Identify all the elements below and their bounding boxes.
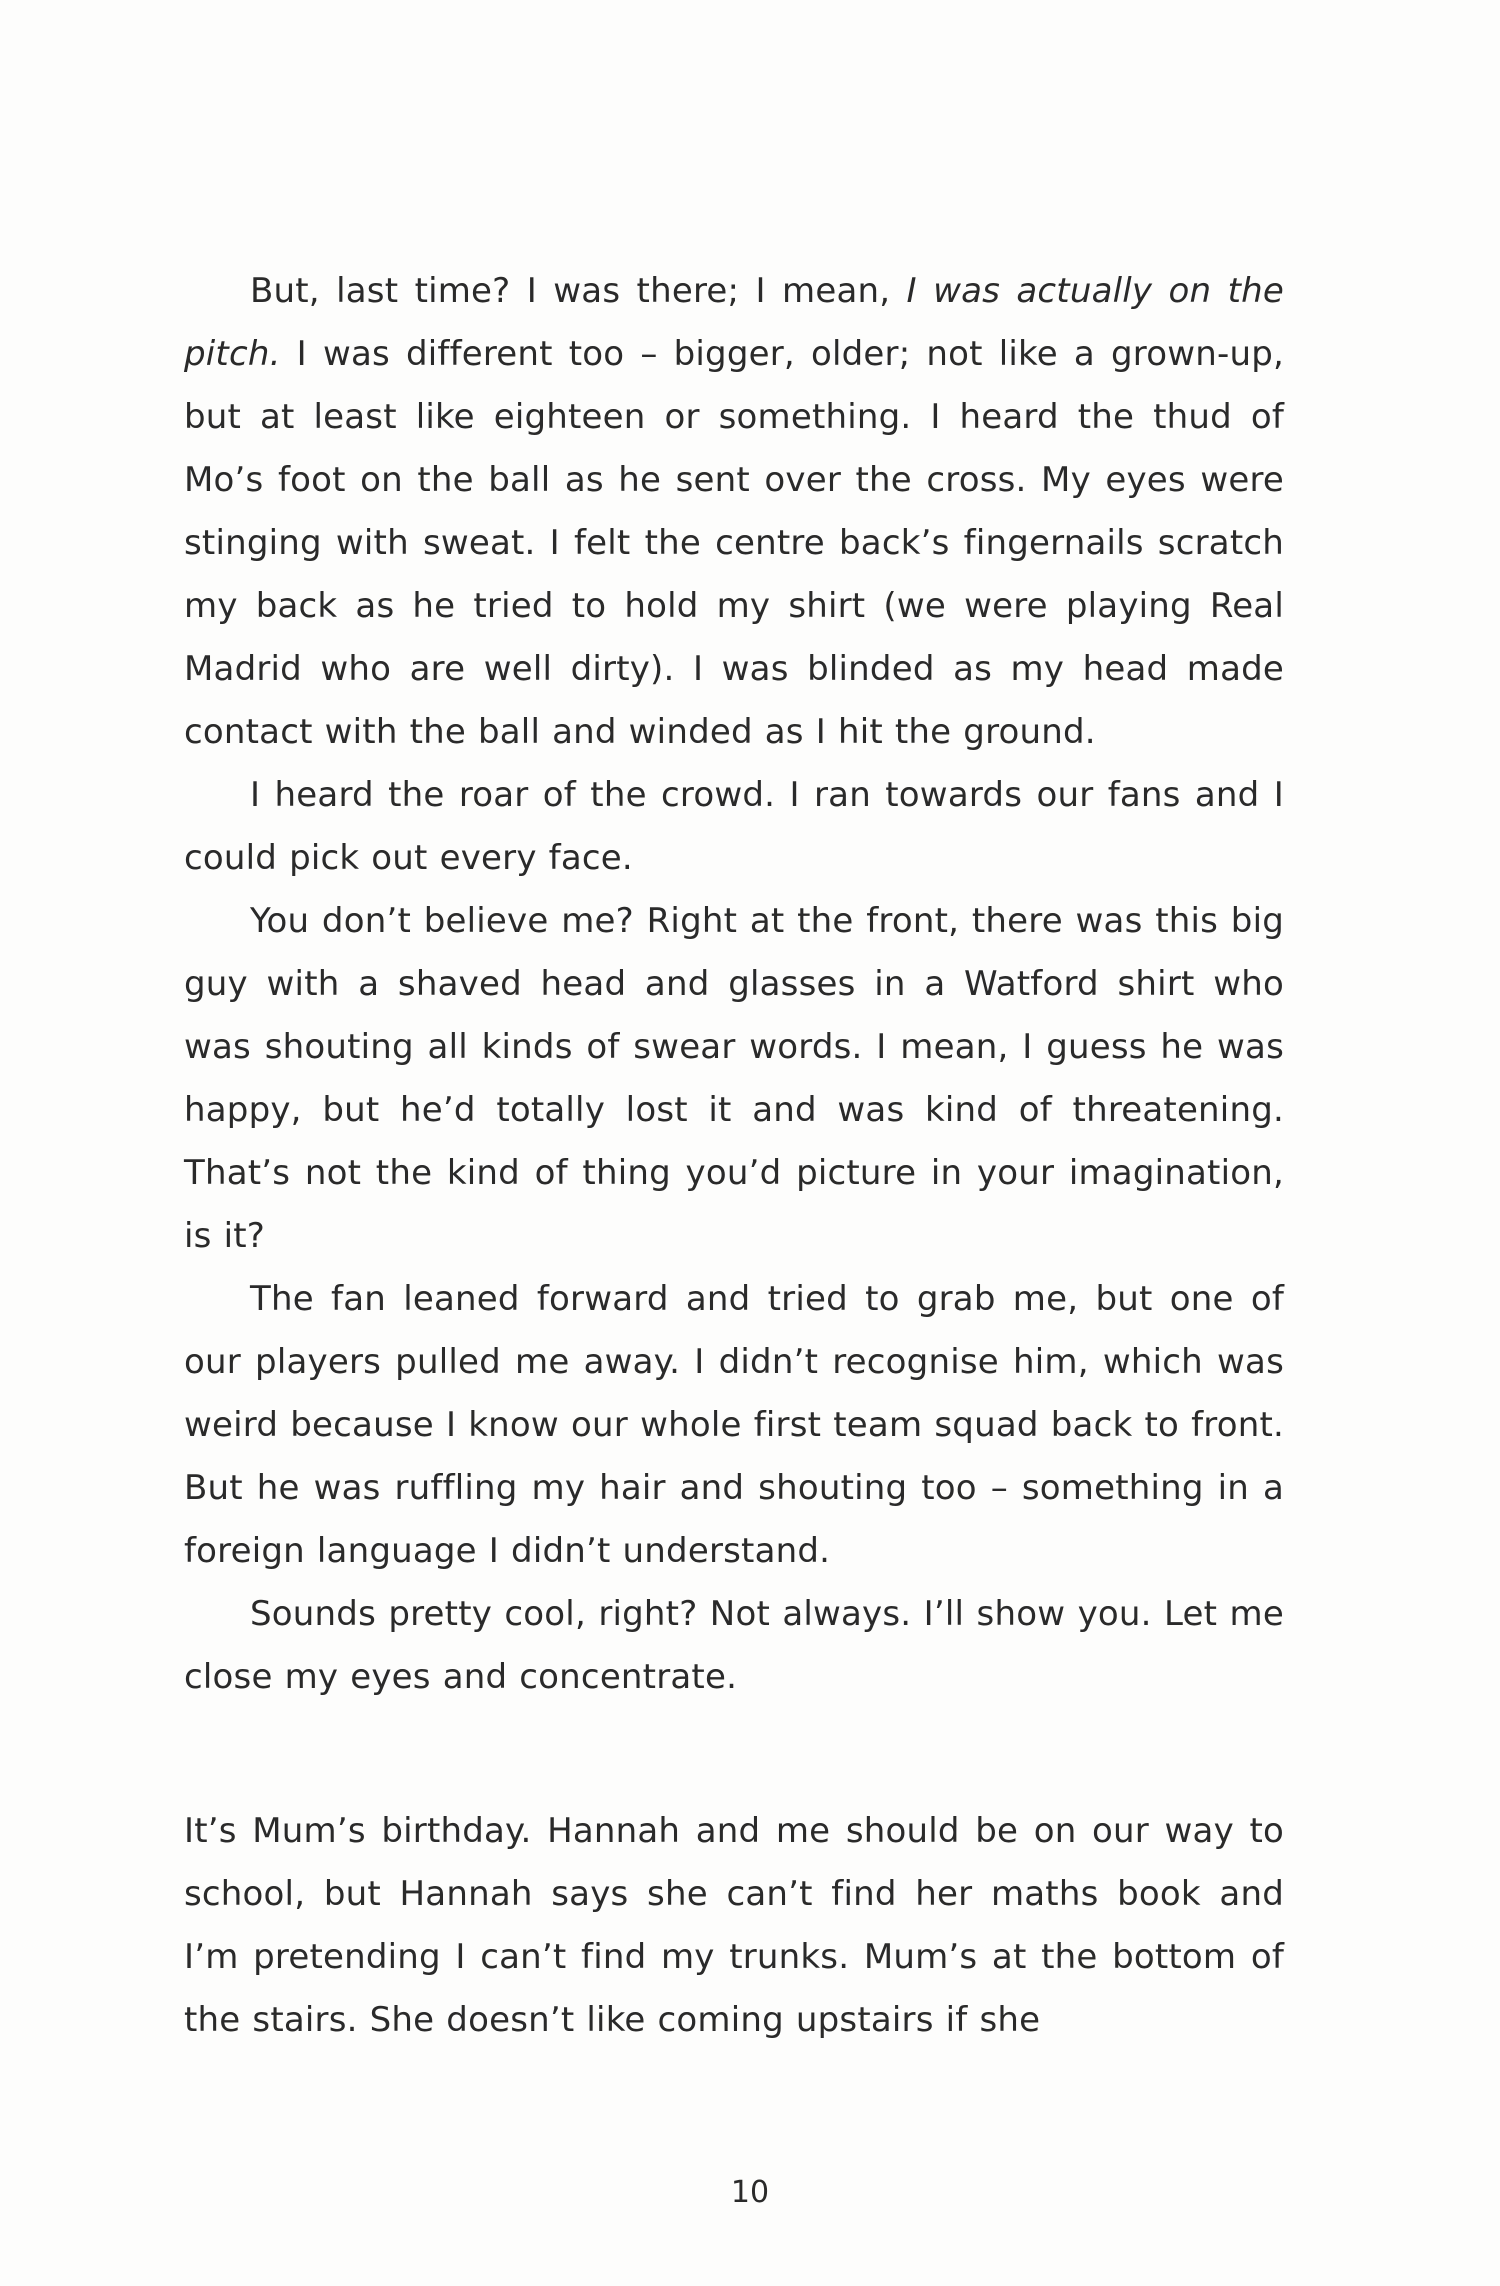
paragraph-6: It’s Mum’s birthday. Hannah and me should be on our way to school, but Hannah says she can’t find her maths book and I’m pretending I can’t find my trunks. Mum’s at the bottom of the stairs. She doesn’t like coming upstairs if she <box>184 1811 1284 2040</box>
paragraph-1 <box>184 260 1284 764</box>
paragraph-5: Sounds pretty cool, right? Not always. I’ll show you. Let me close my eyes and concentrate. <box>184 1594 1284 1697</box>
paragraph-1-text-end: I was different too – bigger, older; not like a grown-up, but at least like eighteen or something. I heard the thud of Mo’s foot on the ball as he sent over the cross. My eyes were stinging with sweat. I felt the centre back’s fingernails scratch my back as he tried to hold my shirt (we were playing Real Madrid who are well dirty). I was blinded as my head made contact with the ball and winded as I hit the ground. <box>184 334 1284 752</box>
paragraph-2: I heard the roar of the crowd. I ran towards our fans and I could pick out every face. <box>184 775 1284 878</box>
paragraph-1-italic-text: I was actually on the pitch. <box>184 271 1284 374</box>
paragraph-1-text-start: But, last time? I was there; I mean, <box>250 271 907 311</box>
paragraph-4: The fan leaned forward and tried to grab me, but one of our players pulled me away. I didn’t recognise him, which was weird because I know our whole first team squad back to front. But he was ruffling my hair and shouting too – something in a foreign language I didn’t understand. <box>184 1279 1284 1571</box>
section-two <box>184 1800 1284 2052</box>
paragraph-3: You don’t believe me? Right at the front, there was this big guy with a shaved head and glasses in a Watford shirt who was shouting all kinds of swear words. I mean, I guess he was happy, but he’d totally lost it and was kind of threatening. That’s not the kind of thing you’d picture in your imagination, is it? <box>184 901 1284 1256</box>
page-number: 10 <box>730 2175 770 2210</box>
section-one <box>184 260 1284 1709</box>
